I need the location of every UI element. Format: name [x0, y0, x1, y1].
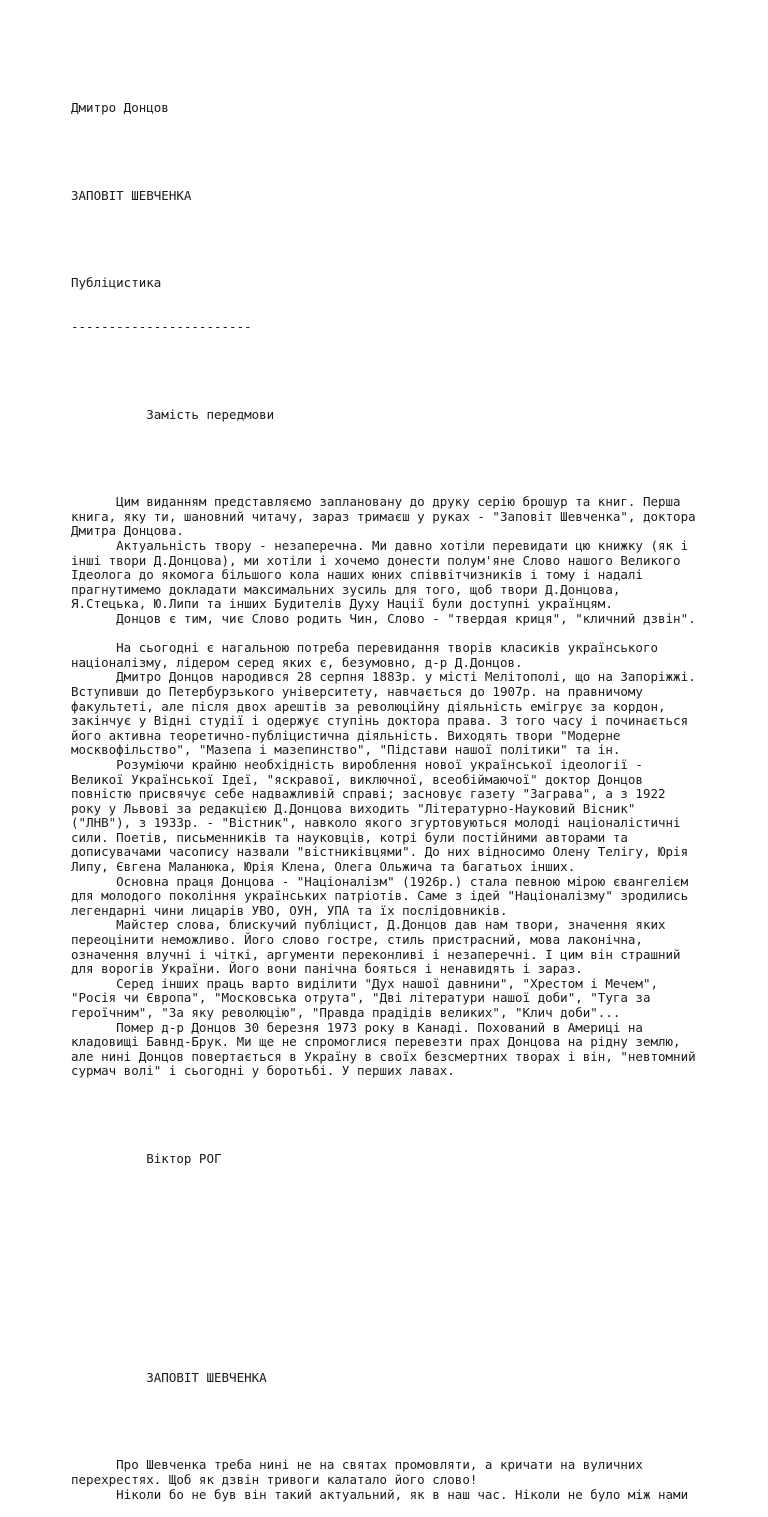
text-line: Я.Стецька, Ю.Липи та інших Будителів Духу Нації були доступні українцям.	[71, 596, 613, 612]
text-line: москвофільство", "Мазепа і мазепинство", "Підстави нашої політики" та ін.	[71, 742, 621, 758]
text-line: героїчним", "За яку революцію", "Правда прадідів великих", "Клич доби"...	[71, 1005, 621, 1020]
document-title: ЗАПОВІТ ШЕВЧЕНКА	[71, 187, 192, 203]
text-line: для ворогів України. Його вони панічна бояться і ненавидять і зараз.	[71, 961, 583, 977]
text-line: переоцінити неможливо. Його слово гостре, стиль пристрасний, мова лаконічна,	[71, 932, 643, 948]
text-line: закінчує у Відні студії і одержує ступінь доктора права. З того часу і починається	[71, 713, 689, 729]
text-line: Ніколи бо не був він такий актуальний, як в наш час. Ніколи не було між нами	[71, 1486, 689, 1502]
text-line: перехрестях. Щоб як дзвін тривоги калатало його слово!	[71, 1472, 478, 1487]
text-line: Розуміючи крайню необхідність вироблення нової української ідеології -	[71, 756, 643, 772]
text-line: прагнутимемо докладати максимальних зусиль для того, щоб твори Д.Донцова,	[71, 581, 621, 597]
author-line: Дмитро Донцов	[71, 100, 169, 116]
text-line	[71, 627, 768, 642]
preface-heading: Замість передмови	[71, 406, 275, 422]
text-line: Цим виданням представляємо заплановану до друку серію брошур та книг. Перша	[71, 494, 681, 510]
text-line: книга, яку ти, шановний читачу, зараз тримаєш у руках - "Заповіт Шевченка", доктора	[71, 508, 696, 524]
text-line: означення влучні і чіткі, аргументи переконливі і незаперечні. І цим він страшний	[71, 946, 681, 962]
text-line: інші твори Д.Донцова), ми хотіли і хочемо донести полум'яне Слово нашого Великого	[71, 552, 681, 568]
text-line: але нині Донцов повертається в Україну в своїх безсмертних творах і він, "невтомний	[71, 1048, 696, 1064]
text-line: його активна теоретично-публіцистична діяльність. Виходять твори "Модерне	[71, 727, 621, 743]
section-title: ЗАПОВІТ ШЕВЧЕНКА	[71, 1369, 267, 1385]
text-line: Дмитро Донцов народився 28 серпня 1883р. у місті Мелітополі, що на Запоріжжі.	[71, 669, 696, 685]
genre-line: Публіцистика	[71, 275, 162, 291]
text-line: Майстер слова, блискучий публіцист, Д.Донцов дав нам твори, значення яких	[71, 917, 666, 933]
text-line: Вступивши до Петербурзького університету, навчається до 1907р. на правничому	[71, 683, 643, 699]
preface-body	[71, 495, 768, 1079]
signature: Віктор РОГ	[71, 1150, 222, 1166]
text-line: Донцов є тим, чиє Слово родить Чин, Слово - "твердая криця", "кличний дзвін".	[71, 610, 696, 626]
text-line: "Росія чи Європа", "Московська отрута", "Дві літератури нашої доби", "Туга за	[71, 990, 651, 1006]
text-line: Липу, Євгена Маланюка, Юрія Клена, Олега Ольжича та багатьох інших.	[71, 859, 576, 875]
text-line: року у Львові за редакцією Д.Донцова виходить "Літературно-Науковий Вісник"	[71, 800, 636, 816]
text-line: кладовищі Бавнд-Брук. Ми ще не спромоглися перевезти прах Донцова на рідну землю,	[71, 1034, 681, 1050]
text-line: легендарні чини лицарів УВО, ОУН, УПА та їх послідовників.	[71, 902, 508, 918]
text-line: повністю присвячує себе надважливій справі; засновує газету "Заграва", а з 1922	[71, 786, 666, 802]
text-line: факультеті, але після двох арештів за революційну діяльність емігрує за кордон,	[71, 698, 666, 714]
text-line: Актуальність твору - незаперечна. Ми давно хотіли перевидати цю книжку (як і	[71, 538, 689, 553]
text-line: Про Шевченка треба нині не на святах промовляти, а кричати на вуличних	[71, 1457, 643, 1473]
text-line: Помер д-р Донцов 30 березня 1973 року в Канаді. Похований в Америці на	[71, 1019, 643, 1035]
separator-line: ------------------------	[71, 319, 252, 335]
text-line: На сьогодні є нагальною потреба перевидання творів класиків українського	[71, 640, 658, 656]
text-line: Основна праця Донцова - "Націоналізм" (1926р.) стала певною мірою євангелієм	[71, 873, 689, 889]
text-line: Великої Української Ідеї, "яскравої, виключної, всеобіймаючої" доктор Донцов	[71, 771, 643, 787]
section-body	[71, 1458, 768, 1502]
text-line: ("ЛНВ"), з 1933р. - "Вістник", навколо якого згуртовуються молоді націоналістичні	[71, 815, 681, 831]
text-line: Серед інших праць варто виділити "Дух нашої давнини", "Хрестом і Мечем",	[71, 975, 658, 991]
text-line: Дмитра Донцова.	[71, 523, 184, 539]
text-line: для молодого покоління українських патріотів. Саме з ідей "Націоналізму" зродились	[71, 888, 689, 904]
text-line: сили. Поетів, письменників та науковців, котрі були постійними авторами та	[71, 829, 628, 845]
text-line: Ідеолога до якомога більшого кола наших юних співвітчизників і тому і надалі	[71, 567, 643, 583]
text-line: націоналізму, лідером серед яких є, безумовно, д-р Д.Донцов.	[71, 654, 523, 670]
text-line: сурмач волі" і сьогодні у боротьбі. У перших лавах.	[71, 1063, 455, 1079]
text-line: дописувачами часопису назвали "вістниківцями". До них відносимо Олену Телігу, Юрія	[71, 844, 689, 860]
